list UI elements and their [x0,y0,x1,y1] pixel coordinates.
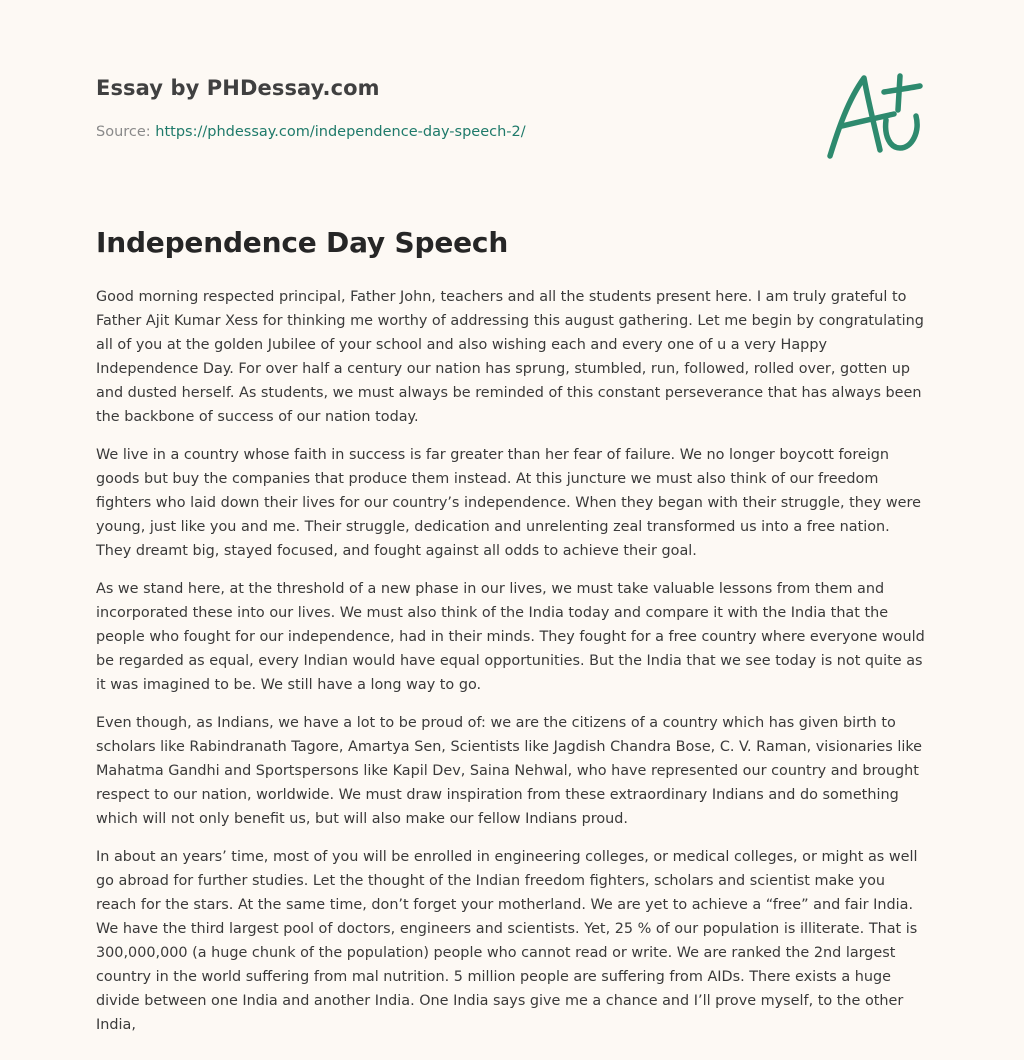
essay-body [96,285,928,1051]
essay-title: Independence Day Speech [96,226,509,259]
source-label: Source: [96,124,156,140]
essay-paragraph: We live in a country whose faith in success is far greater than her fear of failure. We no longer boycott foreign goods but buy the companies that produce them instead. At this juncture we must also think of our freedom fighters who laid down their lives for our country’s independence. When they began with their struggle, they were young, just like you and me. Their struggle, dedication and unrelenting zeal transformed us into a free nation. They dreamt big, stayed focused, and fought against all odds to achieve their goal. [96,447,921,559]
essay-paragraph: Good morning respected principal, Father John, teachers and all the students present here. I am truly grateful to Father Ajit Kumar Xess for thinking me worthy of addressing this august gathering. Let me begin by congratulating all of you at the golden Jubilee of your school and also wishing each and every one of u a very Happy Independence Day. For over half a century our nation has sprung, stumbled, run, followed, rolled over, gotten up and dusted herself. As students, we must always be reminded of this constant perseverance that has always been the backbone of success of our nation today. [96,289,924,425]
a-plus-logo-icon [824,70,924,162]
page-header [96,0,928,190]
essay-page [96,0,928,1033]
source-line [96,124,526,140]
essay-paragraph: As we stand here, at the threshold of a new phase in our lives, we must take valuable lessons from them and incorporated these into our lives. We must also think of the India today and compare it with the India that the people who fought for our independence, had in their minds. They fought for a free country where everyone would be regarded as equal, every Indian would have equal opportunities. But the India that we see today is not quite as it was imagined to be. We still have a long way to go. [96,581,925,693]
brand-title: Essay by PHDessay.com [96,76,380,100]
essay-paragraph: In about an years’ time, most of you will be enrolled in engineering colleges, or medical colleges, or might as well go abroad for further studies. Let the thought of the Indian freedom fighters, scholars and scientist make you reach for the stars. At the same time, don’t forget your motherland. We are yet to achieve a “free” and fair India. We have the third largest pool of doctors, engineers and scientists. Yet, 25 % of our population is illiterate. That is 300,000,000 (a huge chunk of the population) people who cannot read or write. We are ranked the 2nd largest country in the world suffering from mal nutrition. 5 million people are suffering from AIDs. There exists a huge divide between one India and another India. One India says give me a chance and I’ll prove myself, to the other India, [96,849,918,1033]
essay-paragraph: Even though, as Indians, we have a lot to be proud of: we are the citizens of a country which has given birth to scholars like Rabindranath Tagore, Amartya Sen, Scientists like Jagdish Chandra Bose, C. V. Raman, visionaries like Mahatma Gandhi and Sportspersons like Kapil Dev, Saina Nehwal, who have represented our country and brought respect to our nation, worldwide. We must draw inspiration from these extraordinary Indians and do something which will not only benefit us, but will also make our fellow Indians proud. [96,715,923,827]
source-link[interactable]: https://phdessay.com/independence-day-speech-2/ [155,124,526,140]
